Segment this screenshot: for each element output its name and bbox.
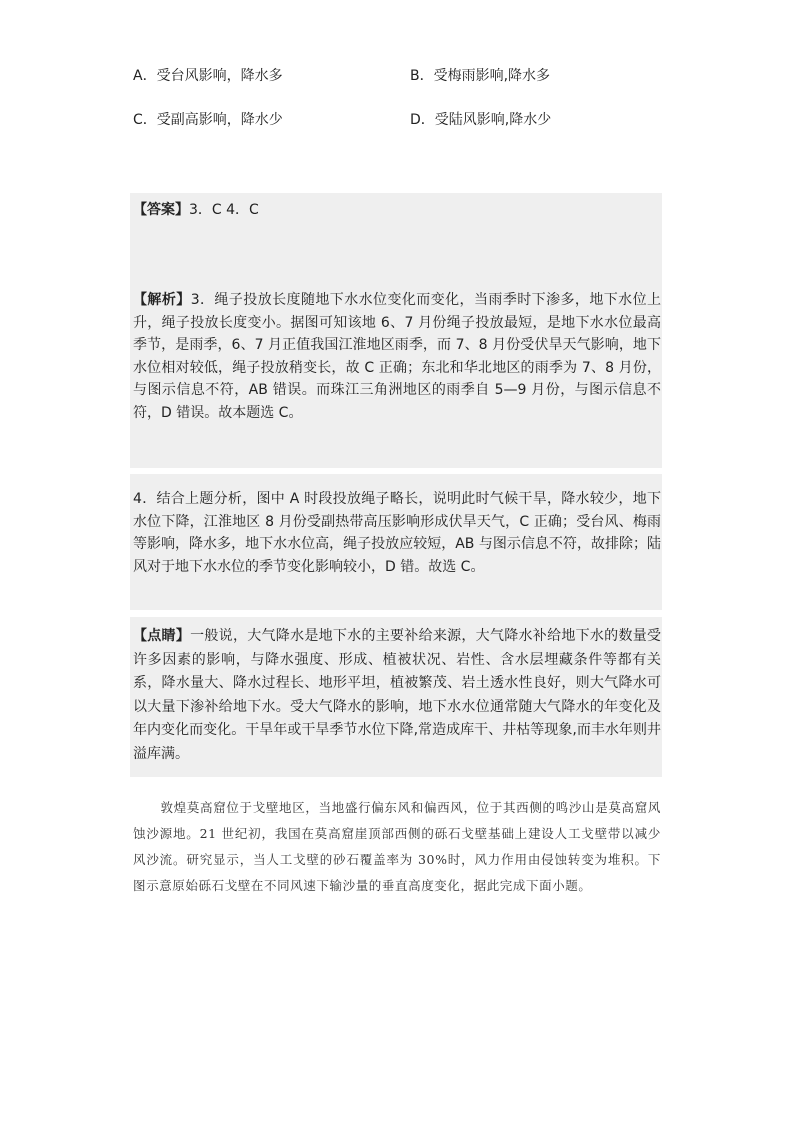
- comment-paragraph: [133, 625, 661, 766]
- analysis-q3: [133, 289, 661, 424]
- analysis-q3-text: 3．绳子投放长度随地下水水位变化而变化，当雨季时下渗多，地下水位上升，绳子投放长度变小。据图可知该地 6、7 月份绳子投放最短，是地下水水位最高季节，是雨季，6、7 月正值我国江淮地区雨季，而 7、8 月份受伏旱天气影响，地下水位相对较低，绳子投放稍变长，故 C 正确；东北和华北地区的雨季为 7、8 月份，与图示信息不符，AB 错误。而珠江三角洲地区的雨季自 5—9 月份，与图示信息不符，D 错误。故本题选 C。: [133, 292, 662, 421]
- comment-text: 一般说，大气降水是地下水的主要补给来源，大气降水补给地下水的数量受许多因素的影响，与降水强度、形成、植被状况、岩性、含水层埋藏条件等都有关系，降水量大、降水过程长、地形平坦，植被繁茂、岩土透水性良好，则大气降水可以大量下渗补给地下水。受大气降水的影响，地下水水位通常随大气降水的年变化及年内变化而变化。干旱年或干旱季节水位下降,常造成库干、井枯等现象,而丰水年则井溢库满。: [133, 628, 662, 762]
- analysis-tag: 【解析】: [133, 292, 191, 308]
- answer-text: 3．C 4．C: [189, 202, 259, 218]
- answer-line: [133, 199, 661, 221]
- option-b: B．受梅雨影响,降水多: [410, 68, 551, 84]
- comment-tag: 【点睛】: [133, 628, 191, 644]
- option-a: A．受台风影响，降水多: [133, 68, 283, 84]
- reading-passage: 敦煌莫高窟位于戈壁地区，当地盛行偏东风和偏西风，位于其西侧的鸣沙山是莫高窟风蚀沙源地。21 世纪初，我国在莫高窟崖顶部西侧的砾石戈壁基础上建设人工戈壁带以减少风沙流。研究显示，当人工戈壁的砂石覆盖率为 30%时，风力作用由侵蚀转变为堆积。下图示意原始砾石戈壁在不同风速下输沙量的垂直高度变化，据此完成下面小题。: [133, 800, 661, 893]
- answer-tag: 【答案】: [133, 202, 189, 218]
- option-d: D．受陆风影响,降水少: [410, 112, 552, 128]
- option-c: C．受副高影响，降水少: [133, 112, 283, 128]
- analysis-q4: 4．结合上题分析，图中 A 时段投放绳子略长，说明此时气候干旱，降水较少，地下水位下降，江淮地区 8 月份受副热带高压影响形成伏旱天气，C 正确；受台风、梅雨等影响，降水多，地下水水位高，绳子投放应较短，AB 与图示信息不符，故排除；陆风对于地下水水位的季节变化影响较小，D 错。故选 C。: [133, 491, 661, 575]
